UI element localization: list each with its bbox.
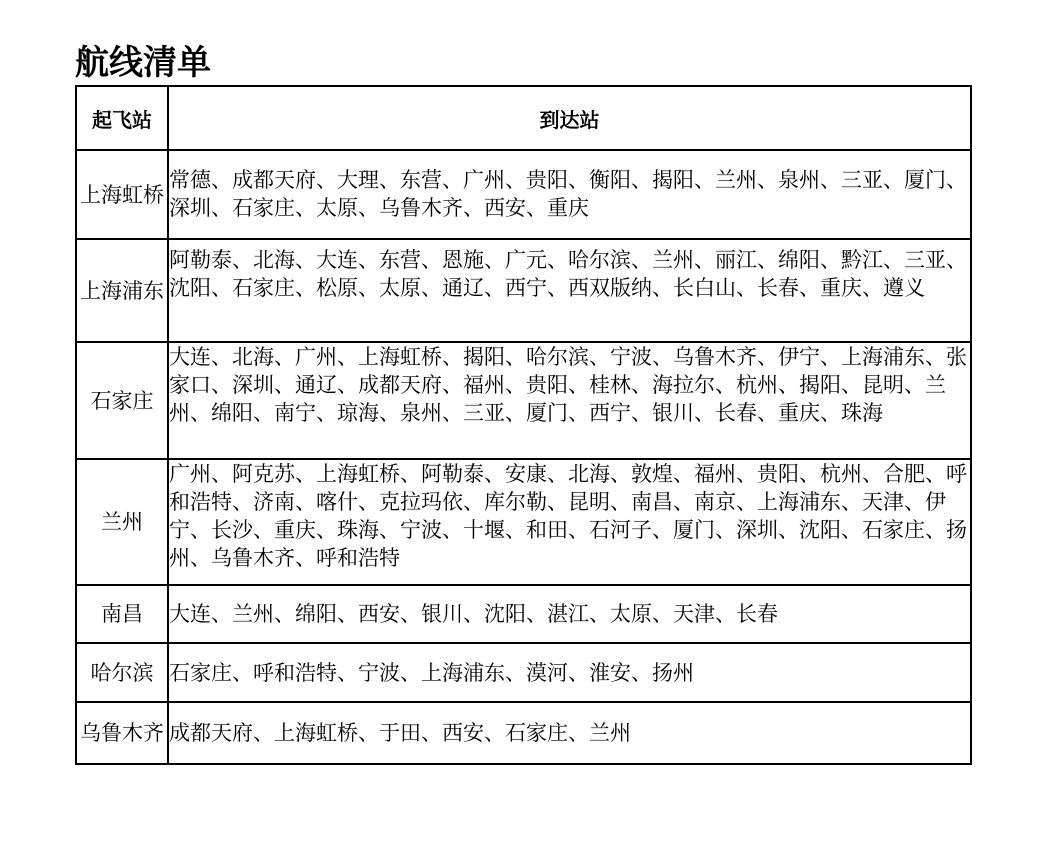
table-row [76, 459, 971, 585]
destinations-cell: 阿勒泰、北海、大连、东营、恩施、广元、哈尔滨、兰州、丽江、绵阳、黔江、三亚、沈阳、石家庄、松原、太原、通辽、西宁、西双版纳、长白山、长春、重庆、遵义 [168, 239, 971, 342]
table-header-row [76, 86, 971, 150]
origin-cell: 上海浦东 [76, 239, 168, 342]
destinations-cell: 大连、兰州、绵阳、西安、银川、沈阳、湛江、太原、天津、长春 [168, 585, 971, 643]
destinations-cell: 常德、成都天府、大理、东营、广州、贵阳、衡阳、揭阳、兰州、泉州、三亚、厦门、深圳、石家庄、太原、乌鲁木齐、西安、重庆 [168, 150, 971, 239]
page-title: 航线清单 [75, 43, 211, 83]
table-row [76, 150, 971, 239]
table-row [76, 585, 971, 643]
header-destination: 到达站 [168, 86, 971, 150]
header-origin: 起飞站 [76, 86, 168, 150]
destinations-cell: 广州、阿克苏、上海虹桥、阿勒泰、安康、北海、敦煌、福州、贵阳、杭州、合肥、呼和浩特、济南、喀什、克拉玛依、库尔勒、昆明、南昌、南京、上海浦东、天津、伊宁、长沙、重庆、珠海、宁波、十堰、和田、石河子、厦门、深圳、沈阳、石家庄、扬州、乌鲁木齐、呼和浩特 [168, 459, 971, 585]
origin-cell: 兰州 [76, 459, 168, 585]
table-row [76, 342, 971, 459]
table-row [76, 643, 971, 702]
routes-table [75, 85, 972, 765]
origin-cell: 石家庄 [76, 342, 168, 459]
origin-cell: 乌鲁木齐 [76, 702, 168, 764]
origin-cell: 哈尔滨 [76, 643, 168, 702]
destinations-cell: 石家庄、呼和浩特、宁波、上海浦东、漠河、淮安、扬州 [168, 643, 971, 702]
origin-cell: 南昌 [76, 585, 168, 643]
destinations-cell: 成都天府、上海虹桥、于田、西安、石家庄、兰州 [168, 702, 971, 764]
table-row [76, 702, 971, 764]
table-row [76, 239, 971, 342]
destinations-cell: 大连、北海、广州、上海虹桥、揭阳、哈尔滨、宁波、乌鲁木齐、伊宁、上海浦东、张家口、深圳、通辽、成都天府、福州、贵阳、桂林、海拉尔、杭州、揭阳、昆明、兰州、绵阳、南宁、琼海、泉州、三亚、厦门、西宁、银川、长春、重庆、珠海 [168, 342, 971, 459]
origin-cell: 上海虹桥 [76, 150, 168, 239]
